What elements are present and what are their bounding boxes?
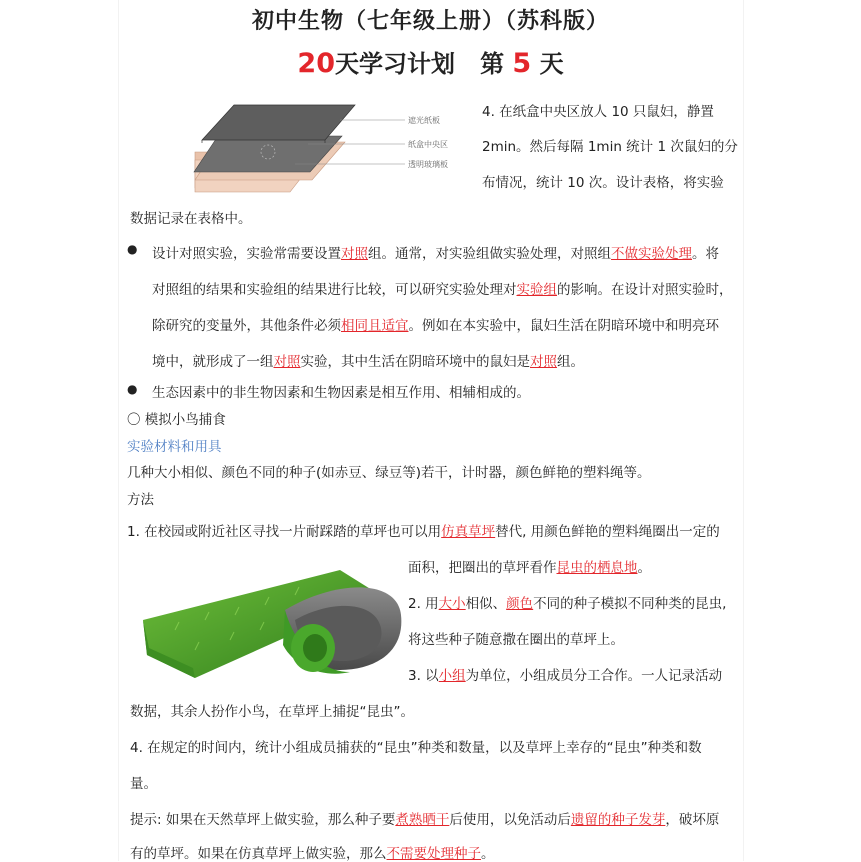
bullet1-line1: 设计对照实验，实验常需要设置对照组。通常，对实验组做实验处理，对照组不做实验处理。将: [152, 246, 719, 262]
label-glass-plate: 透明玻璃板: [408, 160, 448, 169]
para1-line1: 4. 在纸盒中央区放人 10 只鼠妇，静置: [482, 104, 714, 120]
step3-line1: 3. 以小组为单位，小组成员分工合作。一人记录活动: [408, 668, 723, 684]
answer-group: 小组: [438, 668, 466, 684]
answer-no-treatment: 不做实验处理: [611, 246, 692, 262]
bullet1-line3: 除研究的变量外，其他条件必须相同且适宜。例如在本实验中，鼠妇生活在阴暗环境中和明亮环: [152, 318, 719, 334]
artificial-turf-image: [135, 560, 407, 685]
answer-control: 对照: [341, 246, 368, 262]
bullet-dot-icon: ●: [127, 382, 138, 396]
step2-line2: 将这些种子随意撒在圈出的草坪上。: [408, 632, 624, 648]
para1-line2: 2min。然后每隔 1min 统计 1 次鼠妇的分: [482, 139, 738, 155]
section-title-bird-prey: 〇 模拟小鸟捕食: [127, 412, 226, 428]
day-number: 5: [512, 48, 532, 79]
answer-artificial-turf: 仿真草坪: [441, 524, 496, 540]
label-cover-board: 遮光纸板: [408, 116, 440, 125]
step4-line1: 4. 在规定的时间内，统计小组成员捕获的“昆虫”种类和数量，以及草坪上幸存的“昆虫”种类和数: [130, 740, 702, 756]
answer-control-3: 对照: [530, 354, 557, 370]
plan-text: 天学习计划: [334, 50, 455, 78]
bullet-dot-icon: ●: [127, 242, 138, 256]
answer-seed-sprout: 遗留的种子发芽: [570, 812, 666, 828]
study-plan-title: [0, 44, 861, 79]
step3-line2: 数据，其余人扮作小鸟，在草坪上捕捉“昆虫”。: [130, 704, 414, 720]
answer-experimental-group: 实验组: [516, 282, 557, 298]
day-suffix: 天: [539, 50, 564, 78]
answer-no-processing: 不需要处理种子: [386, 846, 481, 862]
label-box-center: 纸盒中央区: [408, 140, 448, 149]
answer-boil-dry: 煮熟晒干: [395, 812, 450, 828]
method-heading: 方法: [127, 492, 154, 508]
step4-line2: 量。: [130, 776, 157, 792]
answer-color: 颜色: [506, 596, 534, 612]
answer-control-2: 对照: [273, 354, 301, 370]
materials-text: 几种大小相似、颜色不同的种子(如赤豆、绿豆等)若干，计时器，颜色鲜艳的塑料绳等。: [127, 465, 651, 481]
step1-line1: 1. 在校园或附近社区寻找一片耐踩踏的草坪也可以用仿真草坪替代, 用颜色鲜艳的塑料绳圈出一定的: [127, 524, 720, 540]
materials-heading: 实验材料和用具: [127, 439, 222, 455]
step2-line1: 2. 用大小相似、颜色不同的种子模拟不同种类的昆虫,: [408, 596, 727, 612]
answer-size: 大小: [438, 596, 466, 612]
para1-line3: 布情况，统计 10 次。设计表格，将实验: [482, 175, 724, 191]
answer-insect-habitat: 昆虫的栖息地: [556, 560, 638, 576]
tip-line1: 提示: 如果在天然草坪上做实验，那么种子要煮熟晒干后使用，以免活动后遗留的种子发芽，破坏原: [130, 812, 720, 828]
para1-line4: 数据记录在表格中。: [130, 211, 252, 227]
bullet1-line2: 对照组的结果和实验组的结果进行比较，可以研究实验处理对实验组的影响。在设计对照实验时，: [152, 282, 733, 298]
bullet1-line4: 境中，就形成了一组对照实验，其中生活在阴暗环境中的鼠妇是对照组。: [152, 354, 584, 370]
page-title: 初中生物（七年级上册）（苏科版）: [251, 9, 609, 34]
tip-line2: 有的草坪。如果在仿真草坪上做实验，那么不需要处理种子。: [130, 846, 495, 862]
bullet2-text: 生态因素中的非生物因素和生物因素是相互作用、相辅相成的。: [152, 385, 530, 401]
day-prefix: 第: [480, 50, 505, 78]
answer-same-suitable: 相同且适宜: [341, 318, 409, 334]
step1-line2: 面积，把圈出的草坪看作昆虫的栖息地。: [408, 560, 651, 576]
box-diagram-figure: [190, 100, 480, 198]
plan-days-number: 20: [297, 48, 335, 79]
